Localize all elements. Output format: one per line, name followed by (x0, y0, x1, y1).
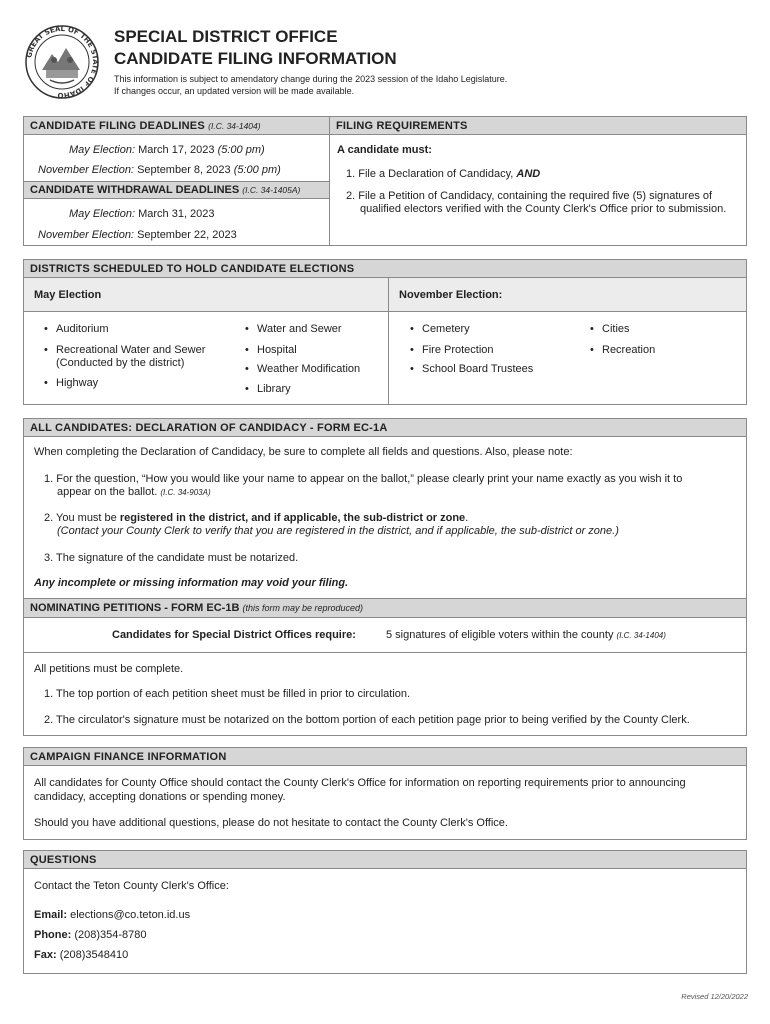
deadlines-header (24, 117, 329, 135)
filing-deadlines-title: CANDIDATE FILING DEADLINES (30, 120, 205, 132)
declaration-warning: Any incomplete or missing information may void your filing. (34, 577, 349, 589)
revised-date: Revised 12/20/2022 (681, 992, 748, 1001)
district-item: • Auditorium (56, 323, 109, 335)
title-line-2: CANDIDATE FILING INFORMATION (114, 49, 397, 68)
declaration-item-1-line-1: 1. For the question, “How you would like your name to appear on the ballot,” please clearly print your name exactly as you wish it to (44, 473, 683, 485)
finance-line-2: candidacy, accepting donations or spending money. (34, 791, 286, 803)
questions-section (23, 850, 747, 974)
questions-email: Email: elections@co.teton.id.us (34, 909, 191, 921)
declaration-item-2-note: (Contact your County Clerk to verify that you are registered in the district, and if applicable, the sub-district or zone.) (57, 525, 619, 537)
filing-deadlines-ref: (I.C. 34-1404) (208, 121, 261, 131)
district-item: • Library (257, 383, 291, 395)
questions-contact: Contact the Teton County Clerk's Office: (34, 880, 229, 892)
district-item: • Recreational Water and Sewer (56, 344, 205, 356)
filing-req-item-2-line-1: 2. File a Petition of Candidacy, containing the required five (5) signatures of (346, 190, 713, 202)
questions-header: QUESTIONS (24, 851, 746, 869)
idaho-state-seal (24, 24, 100, 100)
declaration-header: ALL CANDIDATES: DECLARATION OF CANDIDACY - FORM EC-1A (24, 419, 746, 437)
filing-req-intro: A candidate must: (337, 144, 432, 156)
nov-withdrawal-deadline: November Election: September 22, 2023 (38, 229, 237, 241)
petitions-header: NOMINATING PETITIONS - FORM EC-1B (this form may be reproduced) (24, 598, 746, 618)
questions-fax: Fax: (208)3548410 (34, 949, 129, 961)
declaration-item-3: 3. The signature of the candidate must be notarized. (44, 552, 299, 564)
districts-section (23, 259, 747, 405)
may-withdrawal-deadline: May Election: March 31, 2023 (69, 208, 215, 220)
may-filing-deadline: May Election: March 17, 2023 (5:00 pm) (69, 144, 265, 156)
petitions-item-1: 1. The top portion of each petition sheet must be filled in prior to circulation. (44, 688, 411, 700)
nov-election-subheader: November Election: (389, 278, 746, 312)
district-item: • Water and Sewer (257, 323, 342, 335)
district-item: • Hospital (257, 344, 297, 356)
svg-text:GREAT SEAL OF THE STATE OF IDA: GREAT SEAL OF THE STATE OF IDAHO (25, 24, 100, 100)
filing-requirements-header: FILING REQUIREMENTS (330, 117, 746, 135)
questions-phone: Phone: (208)354-8780 (34, 929, 147, 941)
declaration-section (23, 418, 747, 736)
petitions-complete: All petitions must be complete. (34, 663, 184, 675)
petitions-require-label: Candidates for Special District Offices require: (112, 629, 356, 641)
withdrawal-deadlines-header: CANDIDATE WITHDRAWAL DEADLINES (I.C. 34-1405A) (24, 181, 329, 199)
district-item: • Cemetery (422, 323, 470, 335)
district-item-note: (Conducted by the district) (56, 357, 185, 369)
finance-header: CAMPAIGN FINANCE INFORMATION (24, 748, 746, 766)
district-item: • Recreation (602, 344, 655, 356)
nov-filing-deadline: November Election: September 8, 2023 (5:00 pm) (38, 164, 281, 176)
deadlines-section (23, 116, 747, 246)
district-item: • School Board Trustees (422, 363, 533, 375)
district-item: • Weather Modification (257, 363, 360, 375)
petitions-require-value: 5 signatures of eligible voters within the county (I.C. 34-1404) (386, 629, 666, 641)
declaration-item-1-line-2: appear on the ballot. (I.C. 34-903A) (57, 486, 211, 498)
finance-line-3: Should you have additional questions, please do not hesitate to contact the County Clerk's Office. (34, 817, 508, 829)
districts-header: DISTRICTS SCHEDULED TO HOLD CANDIDATE ELECTIONS (24, 260, 746, 278)
filing-req-item-2-line-2: qualified electors verified with the County Clerk's Office prior to submission. (360, 203, 727, 215)
declaration-item-2: 2. You must be registered in the district, and if applicable, the sub-district or zone. (44, 512, 469, 524)
may-election-subheader: May Election (24, 278, 388, 312)
finance-line-1: All candidates for County Office should contact the County Clerk's Office for information on reporting requirements prior to announcing (34, 777, 686, 789)
header-note-1: This information is subject to amendatory change during the 2023 session of the Idaho Legislature. (114, 74, 508, 84)
finance-section (23, 747, 747, 840)
header-note-2: If changes occur, an updated version will be made available. (114, 86, 355, 96)
district-item: • Cities (602, 323, 630, 335)
declaration-intro: When completing the Declaration of Candidacy, be sure to complete all fields and questions. Also, please note: (34, 446, 573, 458)
district-item: • Fire Protection (422, 344, 494, 356)
petitions-item-2: 2. The circulator's signature must be notarized on the bottom portion of each petition page prior to being verified by the County Clerk. (44, 714, 690, 726)
title-line-1: SPECIAL DISTRICT OFFICE (114, 27, 338, 46)
filing-req-item-1: 1. File a Declaration of Candidacy, AND (346, 168, 541, 180)
district-item: • Highway (56, 377, 98, 389)
